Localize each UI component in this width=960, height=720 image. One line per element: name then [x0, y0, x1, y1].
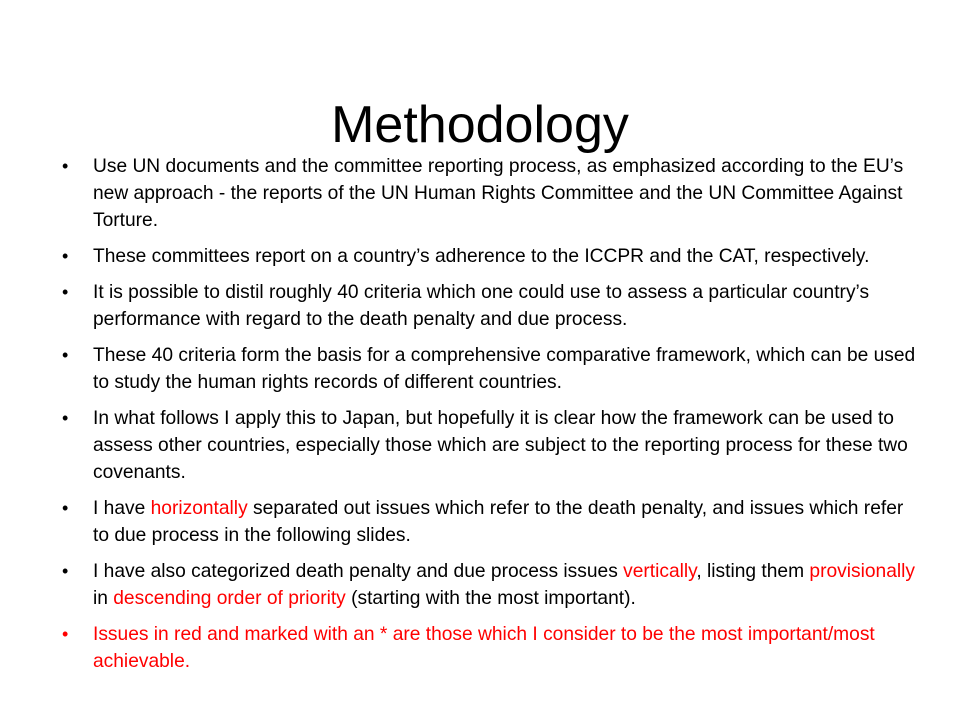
- bullet-text: I have also categorized death penalty and due process issues: [93, 561, 624, 582]
- bullet-text: These 40 criteria form the basis for a comprehensive comparative framework, which can be used to study the human rights records of different countries.: [93, 345, 916, 393]
- bullet-dot-icon: •: [62, 282, 69, 302]
- highlighted-term: provisionally: [809, 561, 915, 582]
- bullet-text: in: [93, 588, 114, 609]
- bullet-dot-icon: •: [62, 408, 69, 428]
- bullet-dot-icon: •: [62, 246, 69, 266]
- bullet-list: [62, 153, 922, 684]
- bullet-dot-icon: •: [62, 624, 69, 644]
- bullet-item: [62, 153, 922, 234]
- bullet-text: Issues in red and marked with an * are those which I consider to be the most important/most achievable.: [93, 624, 875, 672]
- bullet-item: [62, 558, 922, 612]
- bullet-text: These committees report on a country’s adherence to the ICCPR and the CAT, respectively.: [93, 246, 870, 267]
- bullet-item: [62, 405, 922, 486]
- bullet-item: [62, 495, 922, 549]
- bullet-item: [62, 243, 922, 270]
- bullet-dot-icon: •: [62, 498, 69, 518]
- bullet-item: [62, 342, 922, 396]
- bullet-text: It is possible to distil roughly 40 criteria which one could use to assess a particular country’s performance with regard to the death penalty and due process.: [93, 282, 870, 330]
- bullet-text: In what follows I apply this to Japan, but hopefully it is clear how the framework can be used to assess other countries, especially those which are subject to the reporting process for these two covenants.: [93, 408, 908, 483]
- bullet-dot-icon: •: [62, 561, 69, 581]
- bullet-text: Use UN documents and the committee reporting process, as emphasized according to the EU’s new approach - the reports of the UN Human Rights Committee and the UN Committee Against Torture.: [93, 156, 904, 231]
- bullet-dot-icon: •: [62, 345, 69, 365]
- bullet-text: , listing them: [696, 561, 810, 582]
- bullet-text: (starting with the most important).: [345, 588, 636, 609]
- slide-title: Methodology: [331, 95, 629, 154]
- bullet-text: separated out issues which refer to the death penalty, and issues which refer to due process in the following slides.: [93, 498, 904, 546]
- highlighted-term: vertically: [623, 561, 697, 582]
- bullet-dot-icon: •: [62, 156, 69, 176]
- bullet-item: [62, 279, 922, 333]
- bullet-text: I have: [93, 498, 151, 519]
- highlighted-term: descending order of priority: [113, 588, 346, 609]
- highlighted-term: horizontally: [150, 498, 248, 519]
- bullet-item: [62, 621, 922, 675]
